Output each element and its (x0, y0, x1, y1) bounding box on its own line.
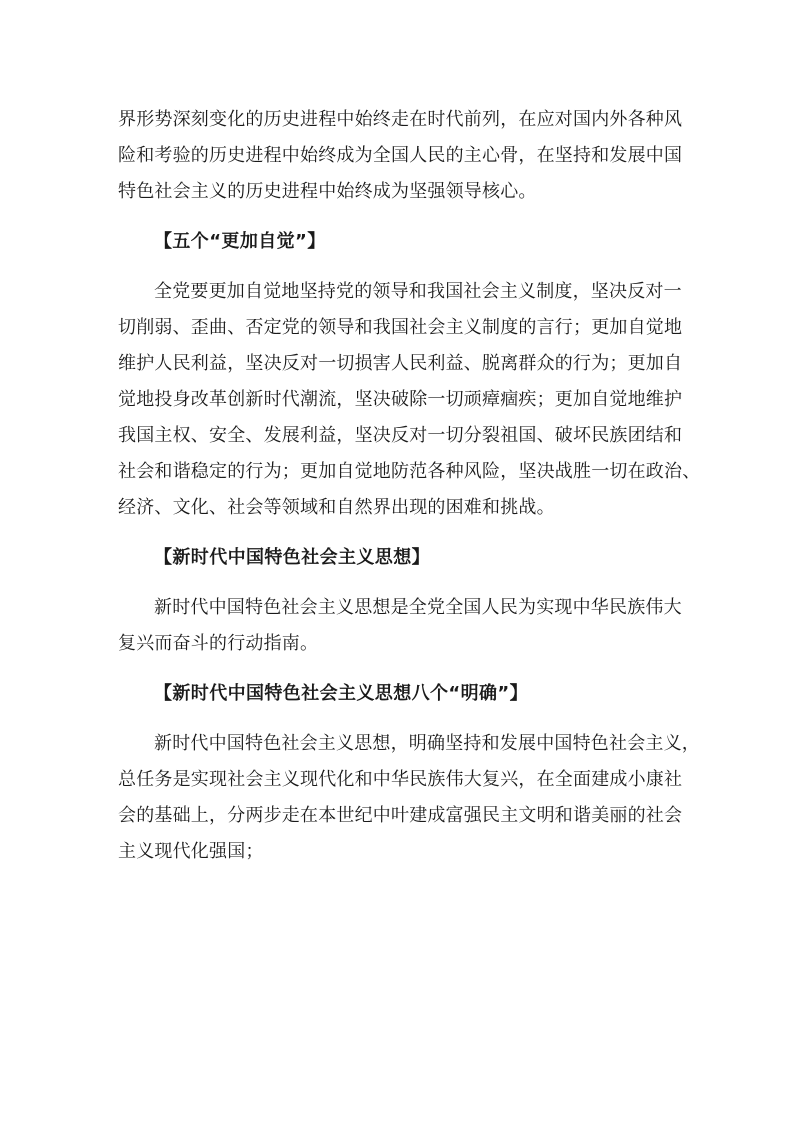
text-line: 界形势深刻变化的历史进程中始终走在时代前列，在应对国内外各种风 (118, 109, 683, 130)
text-line: 主义现代化强国； (118, 841, 264, 862)
text-line: 总任务是实现社会主义现代化和中华民族伟大复兴，在全面建成小康社 (118, 769, 683, 790)
paragraph-eight-clarifications (118, 726, 700, 870)
text-line: 经济、文化、社会等领域和自然界出现的困难和挑战。 (118, 497, 555, 518)
text-line: 社会和谐稳定的行为；更加自觉地防范各种风险，坚决战胜一切在政治、 (118, 461, 701, 482)
text-line: 维护人民利益，坚决反对一切损害人民利益、脱离群众的行为；更加自 (118, 353, 683, 374)
text-line: 险和考验的历史进程中始终成为全国人民的主心骨，在坚持和发展中国 (118, 145, 683, 166)
text-line: 特色社会主义的历史进程中始终成为坚强领导核心。 (118, 181, 537, 202)
section-heading-new-era-thought: 【新时代中国特色社会主义思想】 (154, 547, 430, 568)
text-line: 切削弱、歪曲、否定党的领导和我国社会主义制度的言行；更加自觉地 (118, 317, 683, 338)
text-line: 新时代中国特色社会主义思想是全党全国人民为实现中华民族伟大 (154, 597, 682, 618)
document-body (118, 102, 701, 884)
text-line: 觉地投身改革创新时代潮流，坚决破除一切顽瘴痼疾；更加自觉地维护 (118, 389, 683, 410)
text-line: 全党要更加自觉地坚持党的领导和我国社会主义制度，坚决反对一 (154, 281, 682, 302)
paragraph-new-era-thought (118, 590, 684, 662)
text-line: 复兴而奋斗的行动指南。 (118, 633, 319, 654)
paragraph-five-consciousness (118, 274, 701, 526)
section-heading-eight-clarifications: 【新时代中国特色社会主义思想八个“明确”】 (154, 683, 529, 704)
text-line: 我国主权、安全、发展利益，坚决反对一切分裂祖国、破坏民族团结和 (118, 425, 683, 446)
section-heading-five-consciousness: 【五个“更加自觉”】 (154, 231, 326, 252)
paragraph-intro (118, 102, 684, 210)
text-line: 会的基础上，分两步走在本世纪中叶建成富强民主文明和谐美丽的社会 (118, 805, 683, 826)
text-line: 新时代中国特色社会主义思想，明确坚持和发展中国特色社会主义， (154, 733, 700, 754)
